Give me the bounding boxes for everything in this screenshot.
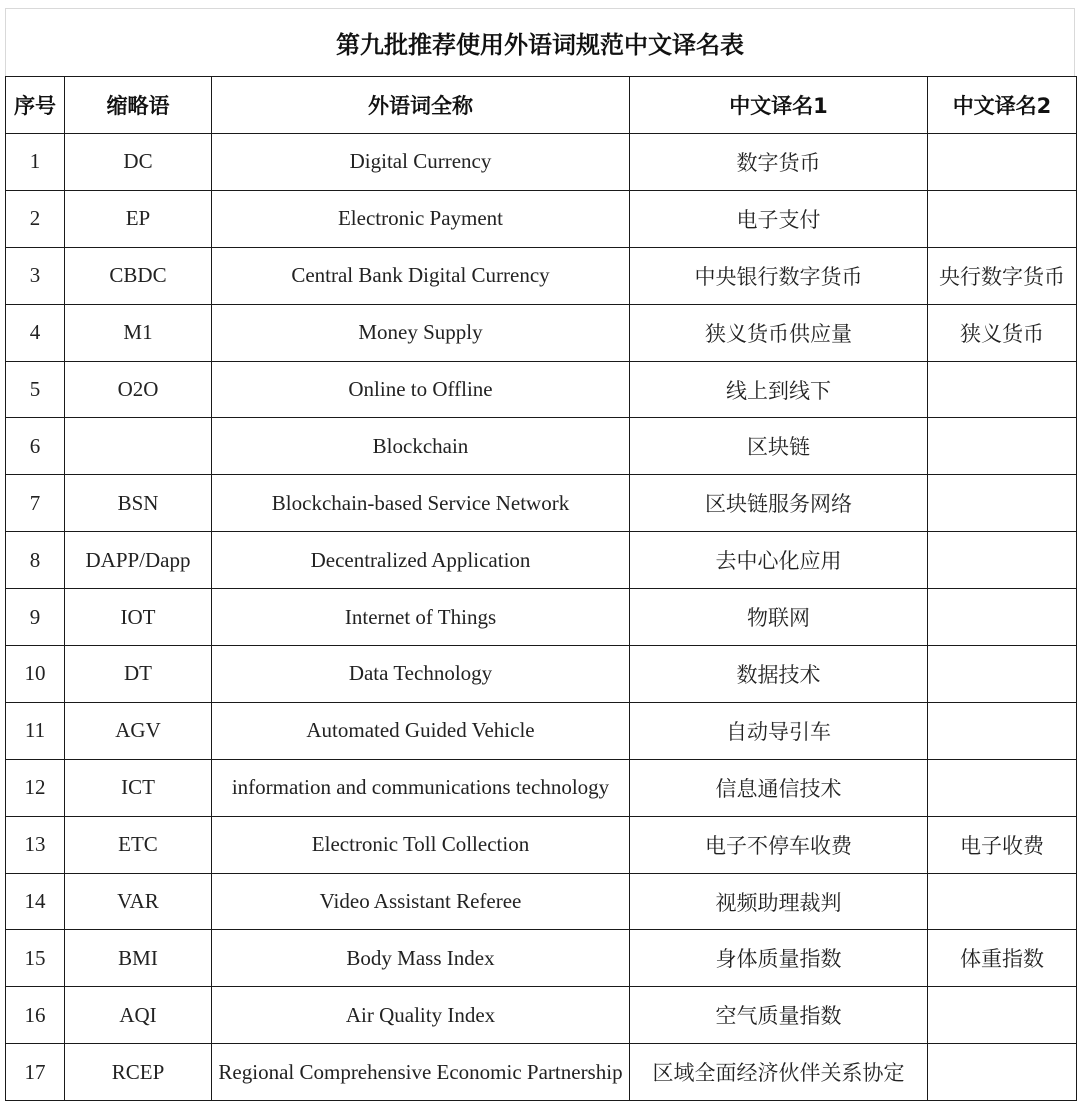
cell-abbreviation: BSN: [65, 475, 212, 532]
cell-full-name: Data Technology: [212, 646, 630, 703]
cell-abbreviation: [65, 418, 212, 475]
table-row: [6, 361, 1077, 418]
cell-full-name: Central Bank Digital Currency: [212, 247, 630, 304]
cell-chinese-name-1: 数字货币: [630, 134, 928, 191]
cell-number: 3: [6, 247, 65, 304]
cell-full-name: Electronic Toll Collection: [212, 816, 630, 873]
cell-chinese-name-2: [928, 1044, 1077, 1101]
cell-chinese-name-2: 央行数字货币: [928, 247, 1077, 304]
cell-number: 8: [6, 532, 65, 589]
cell-chinese-name-1: 信息通信技术: [630, 759, 928, 816]
cell-chinese-name-2: [928, 589, 1077, 646]
cell-number: 12: [6, 759, 65, 816]
table-row: [6, 475, 1077, 532]
cell-number: 9: [6, 589, 65, 646]
cell-full-name: Automated Guided Vehicle: [212, 702, 630, 759]
table-row: [6, 589, 1077, 646]
cell-chinese-name-2: 体重指数: [928, 930, 1077, 987]
cell-full-name: Blockchain-based Service Network: [212, 475, 630, 532]
header-cn2: 中文译名2: [928, 77, 1077, 134]
cell-full-name: information and communications technology: [212, 759, 630, 816]
cell-chinese-name-2: 狭义货币: [928, 304, 1077, 361]
cell-number: 2: [6, 190, 65, 247]
cell-number: 16: [6, 987, 65, 1044]
cell-chinese-name-1: 中央银行数字货币: [630, 247, 928, 304]
cell-chinese-name-2: [928, 532, 1077, 589]
cell-number: 6: [6, 418, 65, 475]
cell-abbreviation: O2O: [65, 361, 212, 418]
cell-full-name: Money Supply: [212, 304, 630, 361]
cell-chinese-name-2: [928, 475, 1077, 532]
table-row: [6, 873, 1077, 930]
cell-abbreviation: AGV: [65, 702, 212, 759]
table-row: [6, 190, 1077, 247]
cell-chinese-name-1: 狭义货币供应量: [630, 304, 928, 361]
cell-abbreviation: RCEP: [65, 1044, 212, 1101]
cell-abbreviation: AQI: [65, 987, 212, 1044]
cell-full-name: Body Mass Index: [212, 930, 630, 987]
cell-chinese-name-1: 空气质量指数: [630, 987, 928, 1044]
cell-number: 10: [6, 646, 65, 703]
table-row: [6, 304, 1077, 361]
cell-chinese-name-2: [928, 987, 1077, 1044]
cell-chinese-name-2: [928, 646, 1077, 703]
cell-chinese-name-2: [928, 702, 1077, 759]
cell-chinese-name-1: 区块链服务网络: [630, 475, 928, 532]
cell-abbreviation: IOT: [65, 589, 212, 646]
table-row: [6, 247, 1077, 304]
cell-number: 11: [6, 702, 65, 759]
cell-abbreviation: BMI: [65, 930, 212, 987]
cell-full-name: Blockchain: [212, 418, 630, 475]
header-full-name: 外语词全称: [212, 77, 630, 134]
cell-full-name: Internet of Things: [212, 589, 630, 646]
table-row: [6, 987, 1077, 1044]
table-row: [6, 646, 1077, 703]
table-row: [6, 1044, 1077, 1101]
table-row: [6, 532, 1077, 589]
cell-abbreviation: ICT: [65, 759, 212, 816]
cell-number: 13: [6, 816, 65, 873]
table-row: [6, 702, 1077, 759]
cell-chinese-name-1: 电子不停车收费: [630, 816, 928, 873]
header-no: 序号: [6, 77, 65, 134]
cell-chinese-name-2: [928, 361, 1077, 418]
cell-chinese-name-1: 身体质量指数: [630, 930, 928, 987]
cell-chinese-name-1: 视频助理裁判: [630, 873, 928, 930]
cell-abbreviation: CBDC: [65, 247, 212, 304]
cell-full-name: Digital Currency: [212, 134, 630, 191]
terms-table: [5, 76, 1077, 1101]
header-abbr: 缩略语: [65, 77, 212, 134]
cell-full-name: Electronic Payment: [212, 190, 630, 247]
cell-abbreviation: EP: [65, 190, 212, 247]
cell-abbreviation: DAPP/Dapp: [65, 532, 212, 589]
cell-chinese-name-2: [928, 759, 1077, 816]
cell-number: 17: [6, 1044, 65, 1101]
cell-full-name: Online to Offline: [212, 361, 630, 418]
cell-number: 4: [6, 304, 65, 361]
cell-chinese-name-1: 电子支付: [630, 190, 928, 247]
table-row: [6, 816, 1077, 873]
cell-chinese-name-2: [928, 134, 1077, 191]
cell-chinese-name-2: [928, 873, 1077, 930]
cell-number: 15: [6, 930, 65, 987]
cell-chinese-name-2: [928, 190, 1077, 247]
cell-abbreviation: ETC: [65, 816, 212, 873]
cell-full-name: Video Assistant Referee: [212, 873, 630, 930]
cell-chinese-name-1: 去中心化应用: [630, 532, 928, 589]
cell-chinese-name-1: 自动导引车: [630, 702, 928, 759]
cell-chinese-name-1: 区块链: [630, 418, 928, 475]
cell-full-name: Decentralized Application: [212, 532, 630, 589]
cell-chinese-name-2: [928, 418, 1077, 475]
cell-number: 7: [6, 475, 65, 532]
cell-chinese-name-1: 物联网: [630, 589, 928, 646]
table-title: 第九批推荐使用外语词规范中文译名表: [5, 8, 1075, 76]
cell-abbreviation: DC: [65, 134, 212, 191]
cell-chinese-name-1: 区域全面经济伙伴关系协定: [630, 1044, 928, 1101]
table-body: [6, 134, 1077, 1101]
cell-abbreviation: M1: [65, 304, 212, 361]
table-row: [6, 134, 1077, 191]
cell-number: 14: [6, 873, 65, 930]
cell-abbreviation: DT: [65, 646, 212, 703]
cell-number: 1: [6, 134, 65, 191]
table-row: [6, 930, 1077, 987]
table-row: [6, 759, 1077, 816]
cell-chinese-name-1: 数据技术: [630, 646, 928, 703]
table-row: [6, 418, 1077, 475]
cell-full-name: Air Quality Index: [212, 987, 630, 1044]
cell-abbreviation: VAR: [65, 873, 212, 930]
header-row: [6, 77, 1077, 134]
cell-chinese-name-1: 线上到线下: [630, 361, 928, 418]
cell-number: 5: [6, 361, 65, 418]
cell-chinese-name-2: 电子收费: [928, 816, 1077, 873]
header-cn1: 中文译名1: [630, 77, 928, 134]
cell-full-name: Regional Comprehensive Economic Partnership: [212, 1044, 630, 1101]
